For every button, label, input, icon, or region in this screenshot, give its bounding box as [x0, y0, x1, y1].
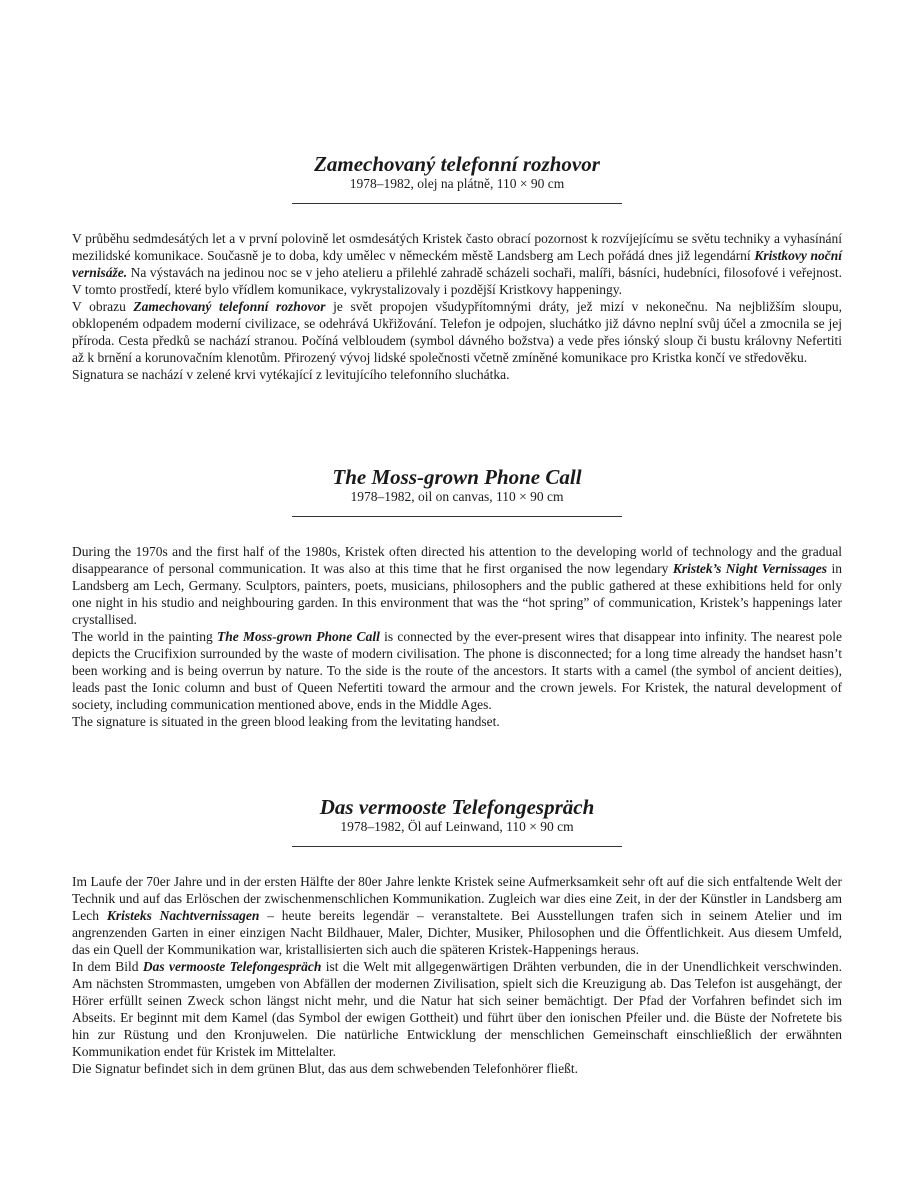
emphasis-text: Das vermooste Telefongespräch [142, 959, 322, 974]
text-run: Im Laufe der 70er Jahre und in der ersten Hälfte der 80er Jahre lenkte Kristek seine Aufmerksamkeit sehr oft auf die sich entfaltende Welt der Technik und auf das Erlöschen der zwischenmenschlichen Kommunikation. Zugleich war dies eine Zeit, in der der Künstler in Landsberg am Lech [72, 874, 842, 923]
section-english [72, 465, 842, 730]
section-body [72, 873, 842, 1077]
paragraph [72, 958, 842, 1060]
paragraph [72, 628, 842, 713]
paragraph: Die Signatur befindet sich in dem grünen Blut, das aus dem schwebenden Telefonhörer fließt. [72, 1061, 579, 1076]
text-run: In dem Bild [72, 959, 143, 974]
text-run: in Landsberg am Lech, Germany. Sculptors, painters, poets, musicians, philosophers and the public gathered at these exhibitions held for only one night in his studio and neighbouring garden. In this environment that was the “hot spring” of communication, Kristek’s happenings later crystallised. [72, 561, 842, 627]
section-german [72, 795, 842, 1077]
divider-line [292, 846, 622, 847]
paragraph: Signatura se nachází v zelené krvi vytékající z levitujícího telefonního sluchátka. [72, 367, 510, 382]
section-body [72, 543, 842, 730]
paragraph [72, 230, 842, 298]
section-title: Zamechovaný telefonní rozhovor [314, 152, 600, 176]
emphasis-text: Zamechovaný telefonní rozhovor [133, 299, 326, 314]
section-subtitle: 1978–1982, Öl auf Leinwand, 110 × 90 cm [340, 819, 574, 834]
emphasis-text: The Moss-grown Phone Call [217, 629, 380, 644]
paragraph: The signature is situated in the green blood leaking from the levitating handset. [72, 714, 500, 729]
text-run: V průběhu sedmdesátých let a v první polovině let osmdesátých Kristek často obrací pozornost k rozvíjejícímu se světu techniky a vyhasínání mezilidské komunikace. Současně je to doba, kdy umělec v německém městě Landsberg am Lech pořádá dnes již legendární [72, 231, 842, 263]
emphasis-text: Kristek’s Night Vernissages [672, 561, 828, 576]
section-czech [72, 152, 842, 383]
paragraph [72, 543, 842, 628]
text-run: je svět propojen všudypřítomnými dráty, jež mizí v nekonečnu. Na nejbližším sloupu, obklopeném odpadem moderní civilizace, se odehrává Ukřižování. Telefon je odpojen, sluchátko již dávno neplní svůj účel a zmocnila se jej příroda. Cesta předků se nachází stranou. Počíná velbloudem (symbol dávného božstva) a vede přes iónský sloup či bustu královny Nefertiti až k brnění a korunovačním klenotům. Přirozený vývoj lidské společnosti včetně zmíněné komunikace pro Kristka končí ve středověku. [72, 299, 842, 365]
section-subtitle: 1978–1982, olej na plátně, 110 × 90 cm [349, 176, 565, 191]
text-run: ist die Welt mit allgegenwärtigen Drähten verbunden, die in der Unendlichkeit verschwinden. Am nächsten Strommasten, umgeben von Abfällen der modernen Zivilisation, spielt sich die Kreuzigung ab. Das Telefon ist ausgehängt, der Hörer erfüllt seinen Zweck schon längst nicht mehr, und die Natur hat sich seiner bemächtigt. Der Pfad der Vorfahren befindet sich im Abseits. Er beginnt mit dem Kamel (das Symbol der ewigen Gottheit) und führt über den ionischen Pfeiler und. die Büste der Nofretete bis hin zur Rüstung und den Kronjuwelen. Die natürliche Entwicklung der menschlichen Gemeinschaft einschließlich der erwähnten Kommunikation endet für Kristek im Mittelalter. [72, 959, 843, 1059]
section-subtitle: 1978–1982, oil on canvas, 110 × 90 cm [350, 489, 564, 504]
emphasis-text: Kristkovy noční vernisáže. [72, 248, 842, 280]
divider-line [292, 516, 622, 517]
paragraph [72, 298, 842, 366]
divider-line [292, 203, 622, 204]
text-run: The world in the painting [72, 629, 218, 644]
text-run: is connected by the ever-present wires that disappear into infinity. The nearest pole depicts the Crucifixion surrounded by the waste of modern civilisation. The phone is disconnected; for a long time already the handset hasn’t been working and is being overrun by nature. To the side is the route of the ancestors. It starts with a camel (the symbol of ancient deities), leads past the Ionic column and bust of Queen Nefertiti toward the armour and the crown jewels. For Kristek, the natural development of society, including communication mentioned above, ends in the Middle Ages. [72, 629, 843, 712]
text-run: V obrazu [72, 299, 134, 314]
text-run: Na výstavách na jedinou noc se v jeho atelieru a přilehlé zahradě scházeli sochaři, malíři, básníci, hudebníci, filosofové i veřejnost. V tomto prostředí, které bylo vřídlem komunikace, vykrystalizovaly i pozdější Kristkovy happeningy. [72, 265, 842, 297]
paragraph [72, 873, 842, 958]
section-title: The Moss-grown Phone Call [332, 465, 582, 489]
section-title: Das vermooste Telefongespräch [319, 795, 595, 819]
text-run: – heute bereits legendär – veranstaltete. Bei Ausstellungen trafen sich in seinem Atelier und im angrenzenden Garten in einer einzigen Nacht Bildhauer, Maler, Dichter, Musiker, Philosophen und die Öffentlichkeit. Aus diesem Umfeld, das ein Quell der Kommunikation war, kristallisierten sich auch die späteren Kristek-Happenings heraus. [72, 908, 842, 957]
section-body [72, 230, 842, 383]
emphasis-text: Kristeks Nachtvernissagen [106, 908, 260, 923]
text-run: During the 1970s and the first half of the 1980s, Kristek often directed his attention to the developing world of technology and the gradual disappearance of personal communication. It was also at this time that he first organised the now legendary [72, 544, 842, 576]
